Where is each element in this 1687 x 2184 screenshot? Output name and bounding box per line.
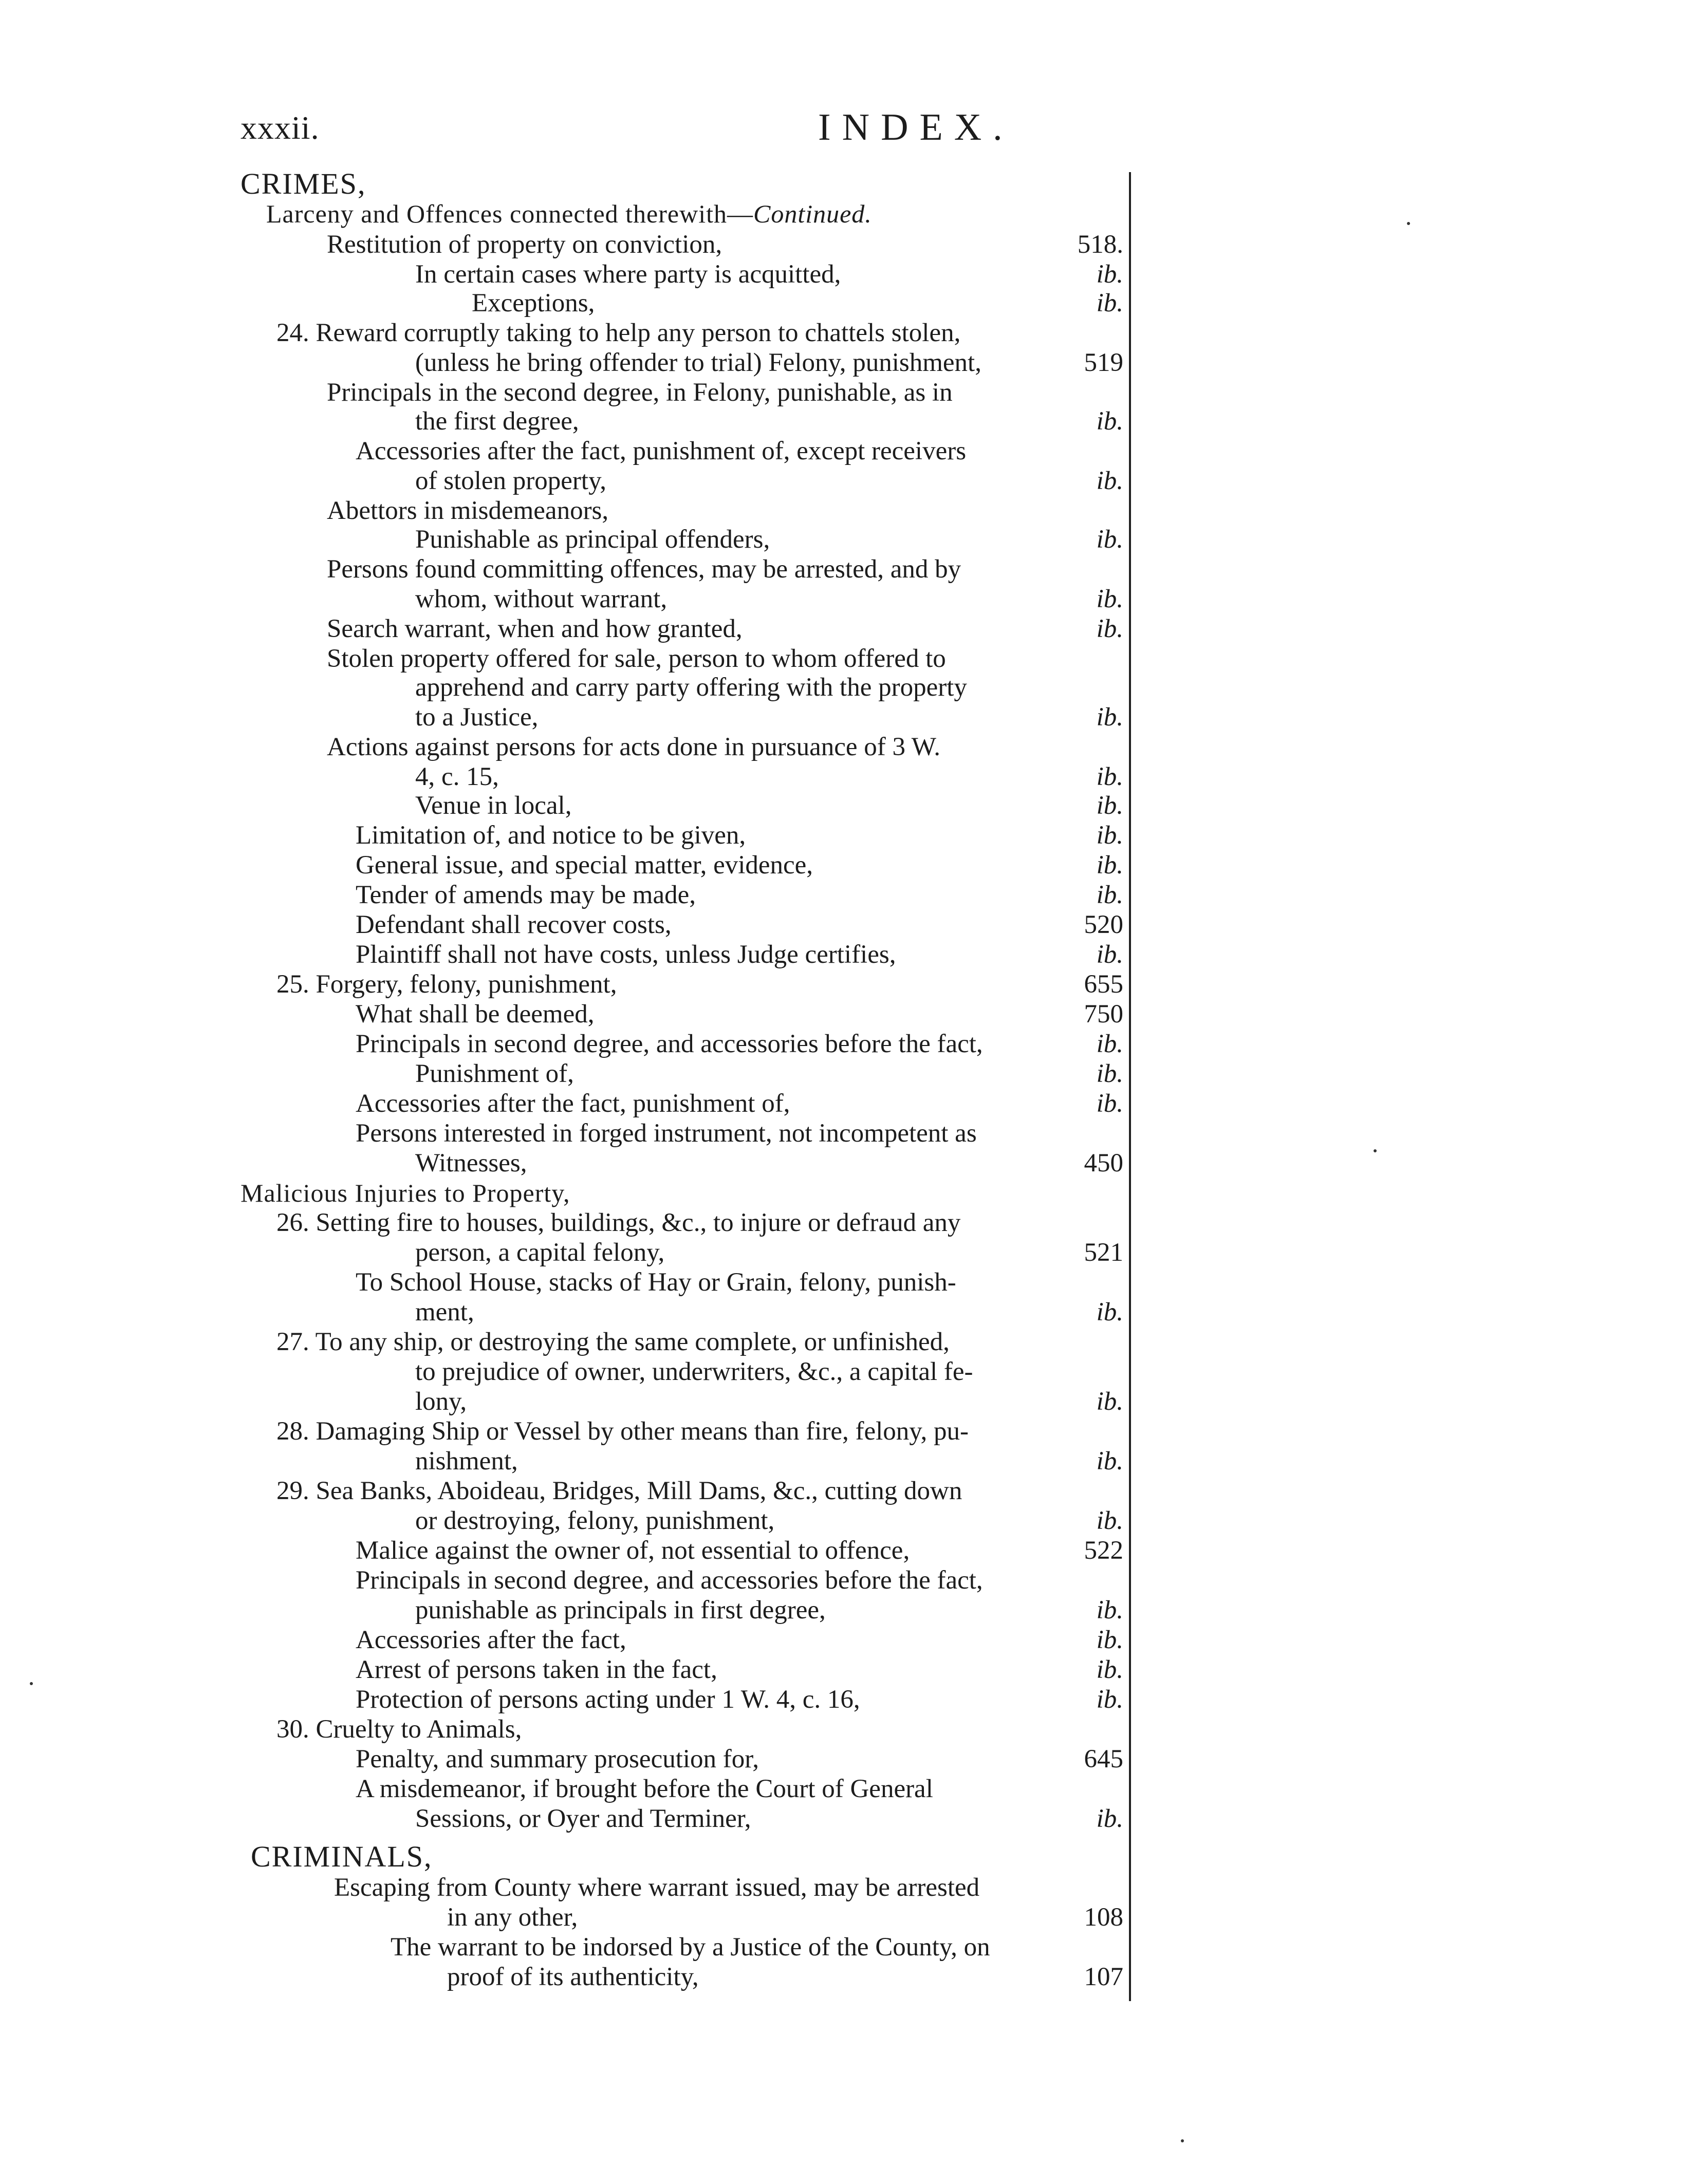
page-reference: 522 xyxy=(1084,1536,1123,1565)
entry-text: 27. To any ship, or destroying the same complete, or unfinished, xyxy=(276,1328,950,1356)
index-entry xyxy=(356,1775,1123,1803)
page-reference: ib. xyxy=(1096,821,1123,850)
entry-text: Principals in second degree, and accessories before the fact, xyxy=(356,1030,983,1058)
entry-text: Malicious Injuries to Property, xyxy=(240,1179,570,1207)
entry-text: person, a capital felony, xyxy=(415,1238,665,1267)
index-entry xyxy=(415,673,1123,702)
index-entry xyxy=(415,1357,1123,1386)
entry-text: or destroying, felony, punishment, xyxy=(415,1506,775,1535)
entry-text: Larceny and Offences connected therewith—Continued. xyxy=(266,199,872,228)
entry-text: Tender of amends may be made, xyxy=(356,881,696,909)
index-entry xyxy=(251,1842,1123,1871)
entry-text: lony, xyxy=(415,1387,467,1416)
index-entry xyxy=(415,1804,1123,1833)
index-entry xyxy=(356,1268,1123,1297)
entry-text: Stolen property offered for sale, person to whom offered to xyxy=(327,644,946,673)
entry-text: nishment, xyxy=(415,1447,518,1476)
page-reference: 450 xyxy=(1084,1149,1123,1178)
entry-text: Limitation of, and notice to be given, xyxy=(356,821,746,850)
index-entry xyxy=(415,1506,1123,1535)
entry-text: Sessions, or Oyer and Terminer, xyxy=(415,1804,751,1833)
index-entry xyxy=(356,1089,1123,1118)
page-reference: 655 xyxy=(1084,970,1123,999)
entry-text: Restitution of property on conviction, xyxy=(327,230,722,259)
page-reference: ib. xyxy=(1096,1447,1123,1476)
entry-text: Malice against the owner of, not essential to offence, xyxy=(356,1536,910,1565)
entry-text: Witnesses, xyxy=(415,1149,527,1178)
page-reference: ib. xyxy=(1096,703,1123,732)
entry-text: Accessories after the fact, punishment of, xyxy=(356,1089,790,1118)
index-entry xyxy=(356,940,1123,969)
scan-speck xyxy=(1374,1149,1377,1152)
index-entry xyxy=(415,791,1123,820)
index-entry xyxy=(240,1179,1123,1207)
page-reference: 519 xyxy=(1084,348,1123,377)
page-reference: ib. xyxy=(1096,1387,1123,1416)
index-entry xyxy=(356,910,1123,939)
page-reference: 107 xyxy=(1084,1963,1123,1991)
page-reference: ib. xyxy=(1096,1059,1123,1088)
index-entry xyxy=(276,1477,1123,1505)
page-reference: 108 xyxy=(1084,1903,1123,1932)
scan-speck xyxy=(30,1682,33,1685)
index-entry xyxy=(415,466,1123,495)
index-entry xyxy=(415,260,1123,289)
entry-text: Persons interested in forged instrument, not incompetent as xyxy=(356,1119,977,1148)
entry-text: Exceptions, xyxy=(472,289,595,318)
page-reference: ib. xyxy=(1096,585,1123,613)
index-entry xyxy=(276,1417,1123,1446)
index-entry xyxy=(356,1000,1123,1029)
index-entry xyxy=(415,1447,1123,1476)
index-entry xyxy=(447,1903,1123,1932)
entry-text: (unless he bring offender to trial) Felony, punishment, xyxy=(415,348,981,377)
index-entry xyxy=(415,348,1123,377)
index-entry xyxy=(415,1149,1123,1178)
entry-text: to a Justice, xyxy=(415,703,539,732)
page-reference: ib. xyxy=(1096,1626,1123,1654)
entry-text: 28. Damaging Ship or Vessel by other means than fire, felony, pu- xyxy=(276,1417,969,1446)
entry-text: Punishment of, xyxy=(415,1059,574,1088)
entry-text: the first degree, xyxy=(415,407,579,436)
entry-text: What shall be deemed, xyxy=(356,1000,595,1029)
entry-text: Punishable as principal offenders, xyxy=(415,525,770,554)
entry-text: Principals in second degree, and accessories before the fact, xyxy=(356,1566,983,1595)
entry-text: to prejudice of owner, underwriters, &c., a capital fe- xyxy=(415,1357,973,1386)
entry-text: Abettors in misdemeanors, xyxy=(327,496,609,525)
index-entry xyxy=(356,1685,1123,1714)
entry-text: Search warrant, when and how granted, xyxy=(327,614,743,643)
index-entry xyxy=(327,555,1123,584)
index-entry xyxy=(415,703,1123,732)
entry-text: punishable as principals in first degree, xyxy=(415,1596,826,1625)
entry-text: A misdemeanor, if brought before the Court of General xyxy=(356,1775,933,1803)
index-entry xyxy=(276,1208,1123,1237)
index-entry xyxy=(356,1626,1123,1654)
index-entry xyxy=(356,1655,1123,1684)
page-reference: ib. xyxy=(1096,466,1123,495)
index-entry xyxy=(415,762,1123,791)
page-reference: ib. xyxy=(1096,1089,1123,1118)
index-entry xyxy=(356,821,1123,850)
entry-text: CRIMINALS, xyxy=(251,1840,433,1873)
index-entry xyxy=(356,1566,1123,1595)
index-entry xyxy=(327,378,1123,407)
entry-text: Penalty, and summary prosecution for, xyxy=(356,1745,759,1774)
page-reference: ib. xyxy=(1096,1685,1123,1714)
entry-text: Defendant shall recover costs, xyxy=(356,910,672,939)
entry-text: Protection of persons acting under 1 W. 4, c. 16, xyxy=(356,1685,860,1714)
index-entry xyxy=(276,319,1123,347)
entry-text: Arrest of persons taken in the fact, xyxy=(356,1655,717,1684)
entry-text: 29. Sea Banks, Aboideau, Bridges, Mill Dams, &c., cutting down xyxy=(276,1477,962,1505)
page-reference: ib. xyxy=(1096,1506,1123,1535)
running-title: INDEX. xyxy=(818,106,1014,148)
page-reference: ib. xyxy=(1096,289,1123,318)
index-entry xyxy=(356,1030,1123,1058)
page-reference: ib. xyxy=(1096,1804,1123,1833)
page-reference: ib. xyxy=(1096,525,1123,554)
index-entry xyxy=(415,585,1123,613)
entry-text: 30. Cruelty to Animals, xyxy=(276,1715,522,1744)
page-reference: 520 xyxy=(1084,910,1123,939)
index-entry xyxy=(356,851,1123,880)
entry-text: 24. Reward corruptly taking to help any person to chattels stolen, xyxy=(276,319,961,347)
entry-text: Accessories after the fact, punishment of, except receivers xyxy=(356,437,967,465)
index-entry xyxy=(327,644,1123,673)
entry-text: 25. Forgery, felony, punishment, xyxy=(276,970,617,999)
scan-speck xyxy=(1407,222,1410,225)
entry-text: Persons found committing offences, may be arrested, and by xyxy=(327,555,961,584)
entry-text: of stolen property, xyxy=(415,466,607,495)
entry-text: in any other, xyxy=(447,1903,578,1932)
index-entry xyxy=(356,1119,1123,1148)
entry-text: Escaping from County where warrant issued, may be arrested xyxy=(334,1873,980,1902)
page-reference: 518. xyxy=(1077,230,1123,259)
entry-text: 4, c. 15, xyxy=(415,762,499,791)
entry-text: apprehend and carry party offering with the property xyxy=(415,673,967,702)
page-reference: ib. xyxy=(1096,1030,1123,1058)
index-entry xyxy=(334,1873,1123,1902)
entry-text: General issue, and special matter, evidence, xyxy=(356,851,813,880)
page-reference: ib. xyxy=(1096,614,1123,643)
index-entry xyxy=(391,1933,1123,1962)
index-entry xyxy=(327,496,1123,525)
scan-speck xyxy=(1181,2139,1184,2142)
entry-text: To School House, stacks of Hay or Grain, felony, punish- xyxy=(356,1268,956,1297)
page-reference: ib. xyxy=(1096,1655,1123,1684)
entry-text: proof of its authenticity, xyxy=(447,1963,699,1991)
index-entry xyxy=(415,1238,1123,1267)
index-entry xyxy=(276,1328,1123,1356)
index-entry xyxy=(266,199,1123,228)
page-reference: ib. xyxy=(1096,1298,1123,1327)
index-entry xyxy=(415,1059,1123,1088)
entry-text: Accessories after the fact, xyxy=(356,1626,626,1654)
index-entry xyxy=(415,1387,1123,1416)
entry-text: CRIMES, xyxy=(240,167,366,200)
index-entry xyxy=(356,437,1123,465)
index-entry xyxy=(276,970,1123,999)
index-entry xyxy=(276,1715,1123,1744)
index-entry xyxy=(240,167,1123,200)
index-entry xyxy=(415,407,1123,436)
index-entry xyxy=(327,614,1123,643)
page-reference: ib. xyxy=(1096,791,1123,820)
entry-text: ment, xyxy=(415,1298,474,1327)
page-reference: 521 xyxy=(1084,1238,1123,1267)
page-reference: 645 xyxy=(1084,1745,1123,1774)
index-entry xyxy=(415,1298,1123,1327)
entry-text: The warrant to be indorsed by a Justice of the County, on xyxy=(391,1933,990,1962)
entry-text: Plaintiff shall not have costs, unless Judge certifies, xyxy=(356,940,896,969)
page-reference: ib. xyxy=(1096,260,1123,289)
index-entry xyxy=(327,733,1123,761)
page-reference: ib. xyxy=(1096,1596,1123,1625)
index-entry xyxy=(447,1963,1123,1991)
entry-text: 26. Setting fire to houses, buildings, &c., to injure or defraud any xyxy=(276,1208,961,1237)
index-entry xyxy=(472,289,1123,318)
index-entry xyxy=(327,230,1123,259)
page-reference: ib. xyxy=(1096,762,1123,791)
entry-text: Venue in local, xyxy=(415,791,572,820)
page-reference: ib. xyxy=(1096,407,1123,436)
page-number: xxxii. xyxy=(240,109,320,146)
index-entry xyxy=(356,1536,1123,1565)
entry-text: In certain cases where party is acquitted, xyxy=(415,260,841,289)
page-reference: 750 xyxy=(1084,1000,1123,1029)
entry-text: Principals in the second degree, in Felony, punishable, as in xyxy=(327,378,953,407)
page-reference: ib. xyxy=(1096,940,1123,969)
page-reference: ib. xyxy=(1096,851,1123,880)
column-rule xyxy=(1129,172,1131,2001)
continued-label: Continued. xyxy=(753,199,872,228)
entry-text: whom, without warrant, xyxy=(415,585,668,613)
entry-text: Actions against persons for acts done in pursuance of 3 W. xyxy=(327,733,940,761)
index-entry xyxy=(356,1745,1123,1774)
index-entry xyxy=(415,1596,1123,1625)
index-entry xyxy=(356,881,1123,909)
page-reference: ib. xyxy=(1096,881,1123,909)
index-entry xyxy=(415,525,1123,554)
